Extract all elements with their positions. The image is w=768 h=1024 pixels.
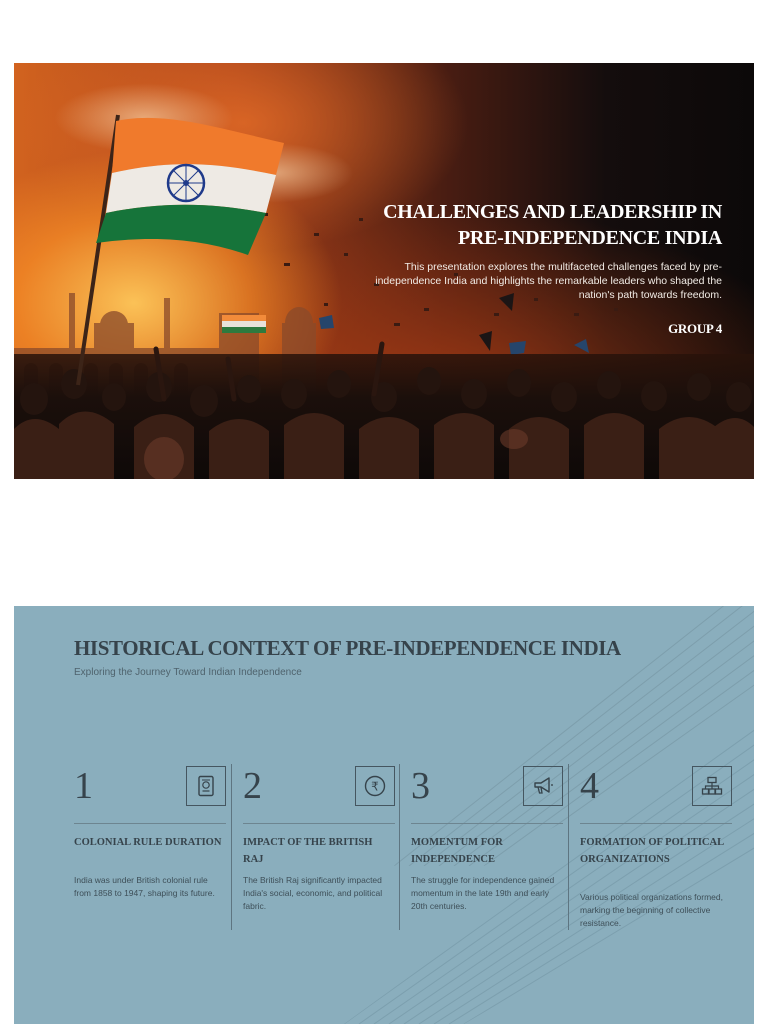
context-column-3 xyxy=(411,764,563,929)
group-label: GROUP 4 xyxy=(668,321,722,336)
column-number: 2 xyxy=(243,765,262,807)
column-divider-rule xyxy=(411,823,563,824)
column-heading: FORMATION OF POLITICAL ORGANIZATIONS xyxy=(580,837,724,865)
column-body: India was under British colonial rule from 1858 to 1947, shaping its future. xyxy=(74,875,215,898)
slide-title-line-1: CHALLENGES AND LEADERSHIP IN xyxy=(383,201,722,223)
rupee-icon xyxy=(355,766,395,806)
context-column-1 xyxy=(74,764,226,929)
column-separator xyxy=(399,764,400,930)
column-number: 3 xyxy=(411,765,430,807)
column-body: Various political organizations formed, marking the beginning of collective resistance. xyxy=(580,892,723,928)
column-heading: IMPACT OF THE BRITISH RAJ xyxy=(243,837,373,865)
context-column-4 xyxy=(580,764,732,929)
passport-icon xyxy=(186,766,226,806)
column-divider-rule xyxy=(580,823,732,824)
organization-chart-icon xyxy=(692,766,732,806)
context-column-2 xyxy=(243,764,395,929)
svg-text:₹: ₹ xyxy=(371,779,379,794)
column-number: 1 xyxy=(74,765,93,807)
title-slide xyxy=(14,63,754,479)
megaphone-icon xyxy=(523,766,563,806)
column-number: 4 xyxy=(580,765,599,807)
slide-title xyxy=(302,199,722,251)
slide-title-line-2: PRE-INDEPENDENCE INDIA xyxy=(458,227,722,249)
column-body: The struggle for independence gained momentum in the late 19th and early 20th centuries. xyxy=(411,875,555,911)
column-divider-rule xyxy=(243,823,395,824)
column-heading: COLONIAL RULE DURATION xyxy=(74,837,222,848)
slide-title: HISTORICAL CONTEXT OF PRE-INDEPENDENCE INDIA xyxy=(74,636,621,660)
slide-subtitle: Exploring the Journey Toward Indian Independence xyxy=(74,667,302,678)
column-divider-rule xyxy=(74,823,226,824)
column-body: The British Raj significantly impacted India's social, economic, and political fabric. xyxy=(243,875,383,911)
slide-subtitle: This presentation explores the multifaceted challenges faced by pre-independence India and highlights the remarkable leaders who shaped the nation's path towards freedom. xyxy=(375,261,722,301)
historical-context-slide xyxy=(14,606,754,1024)
column-separator xyxy=(231,764,232,930)
column-heading: MOMENTUM FOR INDEPENDENCE xyxy=(411,837,503,865)
column-separator xyxy=(568,764,569,930)
